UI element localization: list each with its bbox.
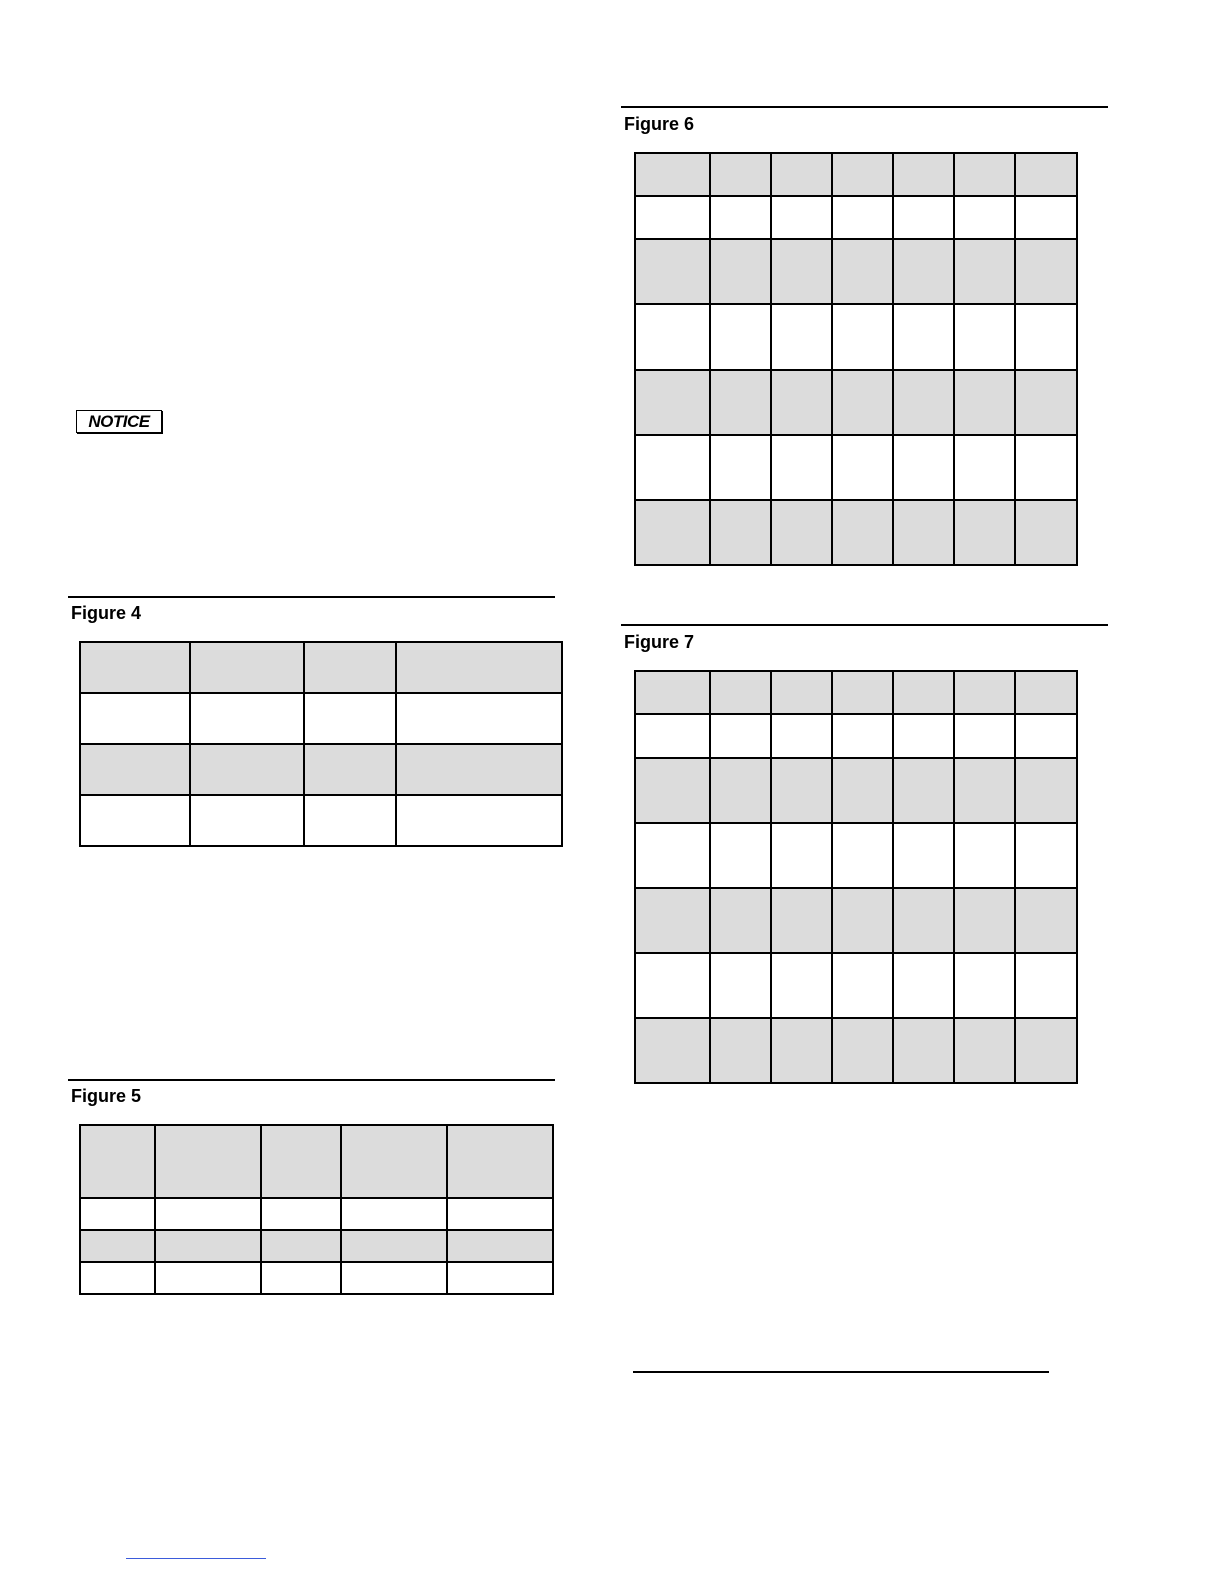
table-cell <box>954 953 1015 1018</box>
table-cell <box>341 1262 447 1294</box>
table-cell <box>893 953 954 1018</box>
table-cell <box>710 304 771 370</box>
table-cell <box>341 1125 447 1198</box>
figure-6-table <box>634 152 1078 566</box>
table-cell <box>832 758 893 823</box>
table-cell <box>893 435 954 500</box>
table-row <box>80 1125 553 1198</box>
table-cell <box>635 153 710 196</box>
table-cell <box>832 304 893 370</box>
table-row <box>80 693 562 744</box>
table-cell <box>635 304 710 370</box>
table-row <box>635 435 1077 500</box>
table-cell <box>635 500 710 565</box>
table-cell <box>771 435 832 500</box>
figure-5-table <box>79 1124 554 1295</box>
table-cell <box>261 1262 341 1294</box>
figure-6-rule <box>621 106 1108 108</box>
table-cell <box>396 642 562 693</box>
table-cell <box>954 714 1015 758</box>
table-cell <box>954 370 1015 435</box>
table-row <box>80 744 562 795</box>
table-cell <box>190 693 304 744</box>
table-cell <box>832 953 893 1018</box>
table-cell <box>832 714 893 758</box>
table-row <box>80 1230 553 1262</box>
table-cell <box>954 758 1015 823</box>
table-cell <box>832 671 893 714</box>
table-cell <box>832 370 893 435</box>
table-cell <box>771 888 832 953</box>
table-cell <box>447 1198 553 1230</box>
table-cell <box>954 153 1015 196</box>
table-cell <box>304 693 396 744</box>
figure-4-rule <box>68 596 555 598</box>
table-cell <box>1015 196 1077 239</box>
table-cell <box>304 744 396 795</box>
figure-7-title: Figure 7 <box>624 632 695 652</box>
table-cell <box>341 1198 447 1230</box>
table-cell <box>954 671 1015 714</box>
table-cell <box>1015 953 1077 1018</box>
table-row <box>635 823 1077 888</box>
table-cell <box>832 153 893 196</box>
table-cell <box>447 1125 553 1198</box>
table-row <box>635 953 1077 1018</box>
figure-7-rule <box>621 624 1108 626</box>
table-cell <box>635 758 710 823</box>
table-cell <box>396 693 562 744</box>
table-cell <box>80 693 190 744</box>
table-cell <box>771 239 832 304</box>
table-cell <box>80 642 190 693</box>
table-cell <box>954 435 1015 500</box>
table-row <box>635 1018 1077 1083</box>
table-row <box>635 671 1077 714</box>
table-cell <box>954 304 1015 370</box>
table-row <box>80 1198 553 1230</box>
table-cell <box>710 1018 771 1083</box>
table-cell <box>1015 153 1077 196</box>
table-cell <box>1015 1018 1077 1083</box>
table-cell <box>832 239 893 304</box>
table-cell <box>635 823 710 888</box>
table-cell <box>635 435 710 500</box>
table-cell <box>893 823 954 888</box>
table-cell <box>635 1018 710 1083</box>
table-row <box>635 500 1077 565</box>
table-cell <box>80 1198 155 1230</box>
table-cell <box>893 153 954 196</box>
table-cell <box>893 888 954 953</box>
table-cell <box>1015 239 1077 304</box>
table-cell <box>710 714 771 758</box>
table-cell <box>447 1230 553 1262</box>
table-row <box>80 642 562 693</box>
table-cell <box>80 1230 155 1262</box>
table-cell <box>155 1262 261 1294</box>
table-cell <box>710 758 771 823</box>
table-row <box>635 888 1077 953</box>
table-cell <box>954 888 1015 953</box>
notice-badge: NOTICE <box>76 410 162 433</box>
table-cell <box>954 823 1015 888</box>
figure-6-title: Figure 6 <box>624 114 695 134</box>
table-cell <box>635 196 710 239</box>
table-cell <box>771 196 832 239</box>
table-cell <box>80 744 190 795</box>
table-cell <box>771 304 832 370</box>
table-cell <box>261 1230 341 1262</box>
table-cell <box>771 714 832 758</box>
table-cell <box>1015 758 1077 823</box>
table-cell <box>710 823 771 888</box>
table-cell <box>635 714 710 758</box>
signature-line <box>633 1371 1049 1373</box>
figure-5-title: Figure 5 <box>71 1086 142 1106</box>
table-row <box>80 795 562 846</box>
figure-5-rule <box>68 1079 555 1081</box>
table-cell <box>396 744 562 795</box>
table-cell <box>771 953 832 1018</box>
table-cell <box>1015 435 1077 500</box>
table-cell <box>832 435 893 500</box>
table-cell <box>954 1018 1015 1083</box>
table-cell <box>893 1018 954 1083</box>
figure-4-title: Figure 4 <box>71 603 142 623</box>
table-cell <box>771 823 832 888</box>
table-row <box>635 239 1077 304</box>
table-cell <box>341 1230 447 1262</box>
table-row <box>635 153 1077 196</box>
table-cell <box>155 1230 261 1262</box>
table-cell <box>447 1262 553 1294</box>
table-cell <box>635 888 710 953</box>
table-cell <box>710 239 771 304</box>
table-cell <box>771 500 832 565</box>
table-cell <box>771 671 832 714</box>
table-cell <box>893 758 954 823</box>
table-cell <box>954 196 1015 239</box>
table-cell <box>710 153 771 196</box>
table-cell <box>893 370 954 435</box>
table-cell <box>832 888 893 953</box>
table-cell <box>710 435 771 500</box>
footer-link-underline[interactable] <box>126 1558 266 1559</box>
table-cell <box>155 1125 261 1198</box>
table-cell <box>190 795 304 846</box>
table-cell <box>710 953 771 1018</box>
table-cell <box>954 239 1015 304</box>
table-cell <box>635 671 710 714</box>
table-cell <box>80 1125 155 1198</box>
table-row <box>80 1262 553 1294</box>
table-cell <box>80 1262 155 1294</box>
table-cell <box>893 671 954 714</box>
table-cell <box>635 370 710 435</box>
table-cell <box>893 196 954 239</box>
table-row <box>635 714 1077 758</box>
table-cell <box>304 795 396 846</box>
table-cell <box>954 500 1015 565</box>
table-cell <box>893 714 954 758</box>
table-cell <box>1015 304 1077 370</box>
table-row <box>635 370 1077 435</box>
table-cell <box>155 1198 261 1230</box>
table-cell <box>190 744 304 795</box>
table-row <box>635 196 1077 239</box>
table-cell <box>832 823 893 888</box>
table-row <box>635 304 1077 370</box>
table-cell <box>893 304 954 370</box>
table-cell <box>396 795 562 846</box>
table-cell <box>710 888 771 953</box>
table-row <box>635 758 1077 823</box>
table-cell <box>893 500 954 565</box>
table-cell <box>710 370 771 435</box>
table-cell <box>635 953 710 1018</box>
table-cell <box>261 1125 341 1198</box>
table-cell <box>771 370 832 435</box>
table-cell <box>635 239 710 304</box>
figure-7-table <box>634 670 1078 1084</box>
table-cell <box>190 642 304 693</box>
table-cell <box>771 1018 832 1083</box>
table-cell <box>771 153 832 196</box>
figure-4-table <box>79 641 563 847</box>
table-cell <box>1015 671 1077 714</box>
table-cell <box>1015 370 1077 435</box>
table-cell <box>1015 888 1077 953</box>
table-cell <box>832 500 893 565</box>
table-cell <box>832 1018 893 1083</box>
table-cell <box>304 642 396 693</box>
table-cell <box>710 671 771 714</box>
table-cell <box>771 758 832 823</box>
table-cell <box>1015 823 1077 888</box>
table-cell <box>1015 714 1077 758</box>
table-cell <box>80 795 190 846</box>
table-cell <box>893 239 954 304</box>
table-cell <box>710 500 771 565</box>
table-cell <box>832 196 893 239</box>
table-cell <box>710 196 771 239</box>
table-cell <box>1015 500 1077 565</box>
table-cell <box>261 1198 341 1230</box>
